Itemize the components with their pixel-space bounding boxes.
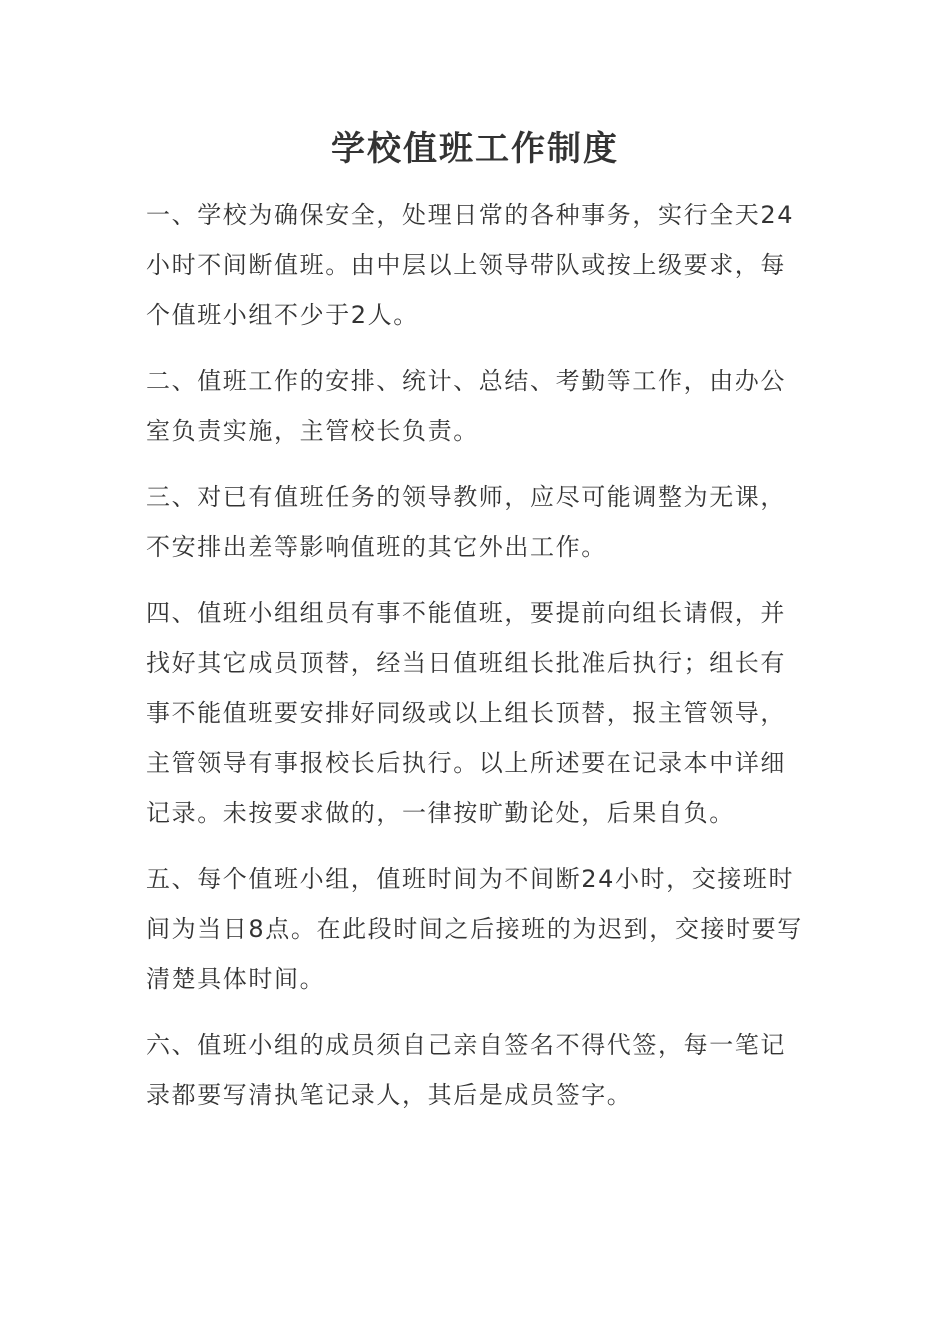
rule-paragraph-4: 四、值班小组组员有事不能值班，要提前向组长请假，并找好其它成员顶替，经当日值班组长批准后执行；组长有事不能值班要安排好同级或以上组长顶替，报主管领导，主管领导有事报校长后执行。以上所述要在记录本中详细记录。未按要求做的，一律按旷勤论处，后果自负。 xyxy=(146,599,786,827)
rule-paragraph-2: 二、值班工作的安排、统计、总结、考勤等工作，由办公室负责实施，主管校长负责。 xyxy=(146,367,786,445)
rule-paragraph-5: 五、每个值班小组，值班时间为不间断24小时，交接班时间为当日8点。在此段时间之后接班的为迟到，交接时要写清楚具体时间。 xyxy=(146,865,803,993)
document-title: 学校值班工作制度 xyxy=(331,129,619,169)
document-body xyxy=(146,190,806,1136)
rule-paragraph-1: 一、学校为确保安全，处理日常的各种事务，实行全天24小时不间断值班。由中层以上领导带队或按上级要求，每个值班小组不少于2人。 xyxy=(146,201,795,329)
rule-paragraph-3: 三、对已有值班任务的领导教师，应尽可能调整为无课，不安排出差等影响值班的其它外出工作。 xyxy=(146,483,786,561)
rule-paragraph-6: 六、值班小组的成员须自己亲自签名不得代签，每一笔记录都要写清执笔记录人，其后是成员签字。 xyxy=(146,1031,786,1109)
